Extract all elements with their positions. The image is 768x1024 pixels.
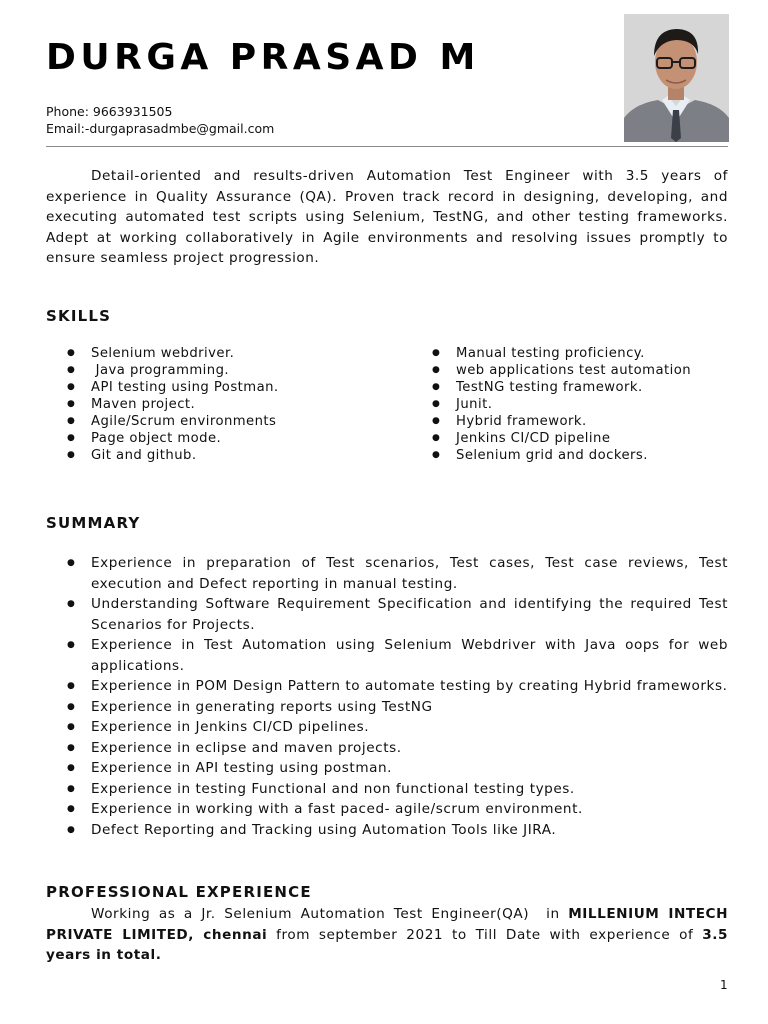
skill-item: ● Manual testing proficiency. — [432, 345, 691, 362]
summary-item: ● Experience in Test Automation using Selenium Webdriver with Java oops for web applications. — [67, 635, 728, 676]
experience-heading: PROFESSIONAL EXPERIENCE — [46, 883, 312, 901]
experience-total: 3.5 years in total. — [46, 926, 728, 963]
skills-list-right — [432, 345, 691, 464]
experience-text-1: Working as a Jr. Selenium Automation Test Engineer(QA) in — [91, 906, 569, 922]
summary-list — [67, 553, 728, 840]
summary-item: ● Experience in Jenkins CI/CD pipelines. — [67, 717, 728, 738]
summary-item: ● Experience in testing Functional and non functional testing types. — [67, 779, 728, 800]
summary-item: ● Understanding Software Requirement Specification and identifying the required Test Scenarios for Projects. — [67, 594, 728, 635]
summary-item: ● Experience in API testing using postman. — [67, 758, 728, 779]
contact-info — [46, 103, 274, 137]
skills-list-left — [67, 345, 279, 464]
skill-item: ● web applications test automation — [432, 362, 691, 379]
summary-item: ● Experience in working with a fast paced- agile/scrum environment. — [67, 799, 728, 820]
skill-item: ● Jenkins CI/CD pipeline — [432, 430, 691, 447]
summary-item: ● Experience in POM Design Pattern to automate testing by creating Hybrid frameworks. — [67, 676, 728, 697]
summary-item: ● Experience in generating reports using TestNG — [67, 697, 728, 718]
page-number: 1 — [720, 978, 728, 992]
skill-item: ● TestNG testing framework. — [432, 379, 691, 396]
skill-item: ● Junit. — [432, 396, 691, 413]
phone-line: Phone: 9663931505 — [46, 104, 173, 119]
summary-heading: SUMMARY — [46, 514, 141, 532]
summary-item: ● Experience in eclipse and maven projects. — [67, 738, 728, 759]
skill-item: ● Page object mode. — [67, 430, 279, 447]
header-divider — [46, 146, 728, 147]
profile-photo — [624, 14, 729, 142]
company-name: MILLENIUM INTECH PRIVATE LIMITED, chennai — [46, 906, 728, 943]
profile-summary-paragraph: Detail-oriented and results-driven Automation Test Engineer with 3.5 years of experience in Quality Assurance (QA). Proven track record in designing, developing, and executing automated test scripts using Selenium, TestNG, and other testing frameworks. Adept at working collaboratively in Agile environments and resolving issues promptly to ensure seamless project progression. — [46, 168, 728, 266]
skills-heading: SKILLS — [46, 307, 112, 325]
skill-item: ● Java programming. — [67, 362, 279, 379]
email-line: Email:-durgaprasadmbe@gmail.com — [46, 121, 275, 136]
summary-item: ● Experience in preparation of Test scenarios, Test cases, Test case reviews, Test execution and Defect reporting in manual testing. — [67, 553, 728, 594]
skill-item: ● API testing using Postman. — [67, 379, 279, 396]
skill-item: ● Selenium grid and dockers. — [432, 447, 691, 464]
profile-photo-image — [624, 14, 729, 142]
skill-item: ● Hybrid framework. — [432, 413, 691, 430]
skill-item: ● Agile/Scrum environments — [67, 413, 279, 430]
skill-item: ● Git and github. — [67, 447, 279, 464]
experience-text-2: from september 2021 to Till Date with experience of — [267, 926, 703, 943]
summary-item: ● Defect Reporting and Tracking using Automation Tools like JIRA. — [67, 820, 728, 841]
candidate-name: DURGA PRASAD M — [46, 37, 480, 78]
experience-paragraph — [46, 904, 728, 966]
skill-item: ● Maven project. — [67, 396, 279, 413]
skill-item: ● Selenium webdriver. — [67, 345, 279, 362]
